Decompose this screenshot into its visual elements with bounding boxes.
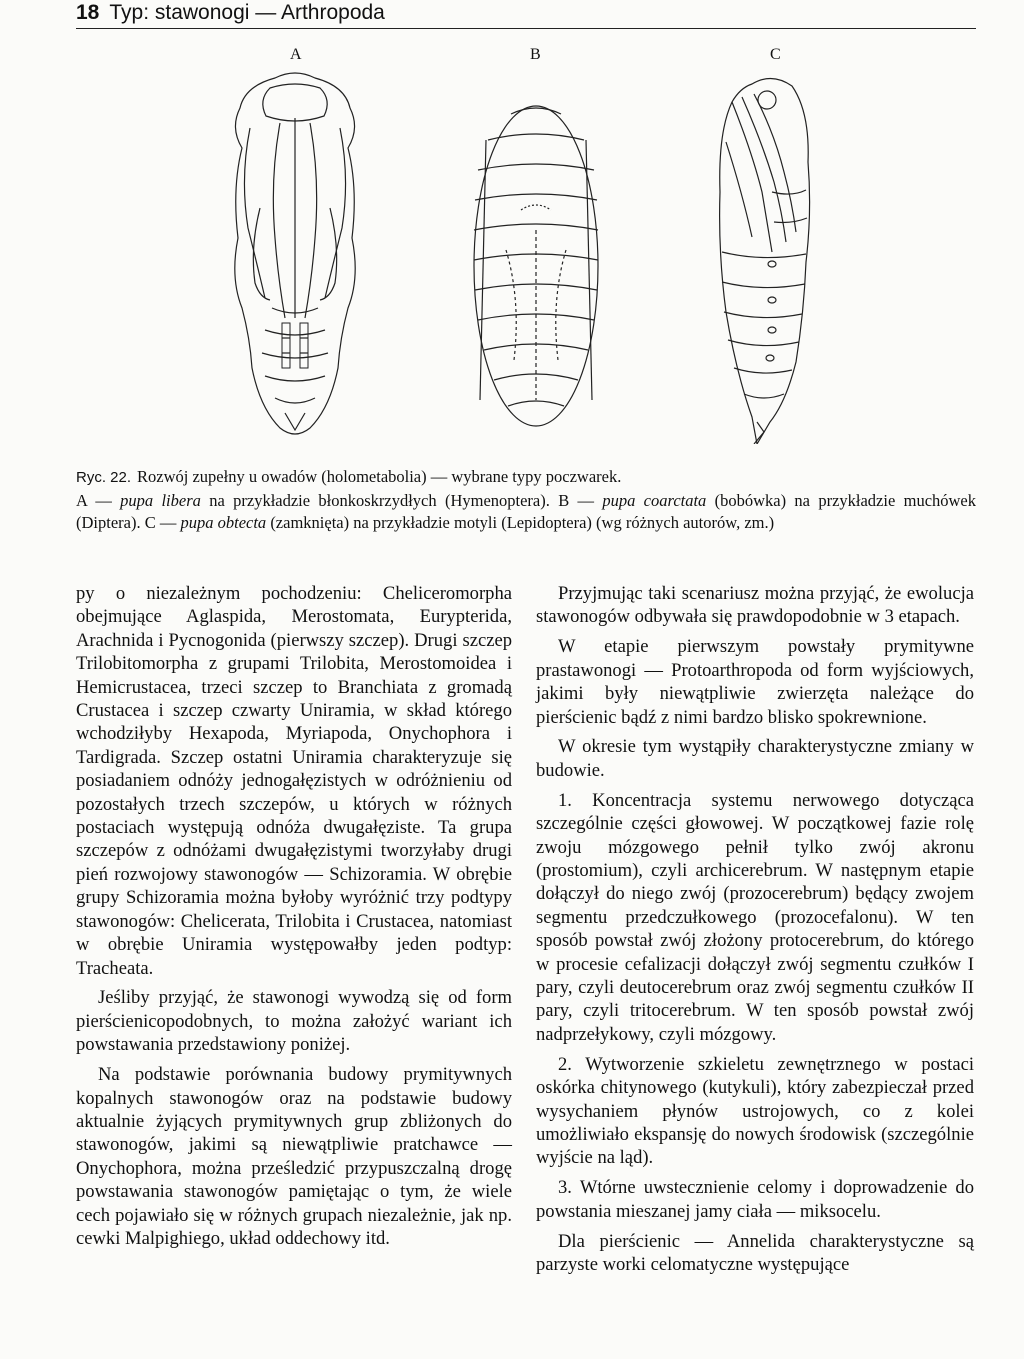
caption-b-term: pupa coarctata bbox=[602, 490, 707, 510]
running-header bbox=[76, 0, 976, 29]
list-item: 1. Koncentracja systemu nerwowego dotycząca szczególnie części głowowej. W początkowej fazie rolę zwoju mózgowego pełnił tylko zwój akronu (prostomium), czyli archicerebrum. W następnym etapie dołączył do niego zwój (prozocerebrum) będący zwojem segmentu przedczułkowego (prozocefalonu). W ten sposób powstał zwój złożony protocerebrum, do którego w procesie cefalizacji dołączył zwój segmentu czułków I pary, czyli deutocerebrum oraz zwój segmentu czułków II pary, czyli tritocerebrum. W ten sposób powstał zwój nadprzełykowy, czyli mózgowy. bbox=[536, 789, 974, 1045]
figure-label-a: A bbox=[290, 46, 302, 63]
caption-c-term: pupa obtecta bbox=[180, 513, 267, 532]
list-item: 2. Wytworzenie szkieletu zewnętrznego w postaci oskórka chitynowego (kutykuli), który zabezpieczał przed wysychaniem płynów ustrojowych, co z kolei umożliwiało ekspansję do nowych środowisk (szczególnie wyjście na ląd). bbox=[536, 1053, 974, 1169]
figure-label-c: C bbox=[770, 46, 781, 63]
left-column bbox=[76, 582, 512, 1257]
paragraph: Na podstawie porównania budowy prymitywnych kopalnych stawonogów oraz na podstawie budowy aktualnie żyjących prymitywnych grup zbliżonych do stawonogów, jakimi są niewątpliwie pratchawce — Onychophora, można prześledzić przypuszczalną drogę powstawania stawonogów pamiętając o tym, że wiele cech pojawiało się w różnych grupach niezależnie, jak np. cewki Malpighiego, układ oddechowy itd. bbox=[76, 1064, 512, 1249]
caption-a-term: pupa libera bbox=[120, 490, 201, 510]
caption-label: Ryc. 22. bbox=[76, 469, 132, 486]
caption-a-prefix: A — bbox=[76, 490, 121, 510]
page-number: 18 bbox=[76, 1, 100, 24]
pupa-libera-illustration bbox=[220, 68, 370, 440]
caption-line1: Rozwój zupełny u owadów (holometabolia) — wybrane typy poczwarek. bbox=[137, 467, 622, 486]
paragraph: Dla pierścienic — Annelida charakterystyczne są parzyste worki celomatyczne występujące bbox=[536, 1230, 974, 1275]
paragraph: Przyjmując taki scenariusz można przyjąć, że ewolucja stawonogów odbywała się prawdopodobnie w 3 etapach. bbox=[536, 583, 974, 628]
caption-c-text: (zamknięta) na przykładzie motyli (Lepidoptera) (wg różnych autorów, zm.) bbox=[266, 513, 775, 532]
running-title: Typ: stawonogi — Arthropoda bbox=[109, 1, 385, 24]
paragraph: W etapie pierwszym powstały prymitywne prastawonogi — Protoarthropoda od form wyjściowych, jakimi były niewątpliwie zwierzęta należące do pierścienic bądź z nimi bardzo blisko spokrewnione. bbox=[536, 636, 974, 728]
pupa-obtecta-illustration bbox=[712, 72, 822, 444]
caption-b-prefix: B — bbox=[558, 490, 603, 510]
caption-a-text: na przykładzie błonkoskrzydłych (Hymenoptera). bbox=[200, 490, 559, 510]
pupa-coarctata-illustration bbox=[466, 100, 606, 432]
list-item: 3. Wtórne uwstecznienie celomy i doprowadzenie do powstania mieszanej jamy ciała — miksocelu. bbox=[536, 1177, 974, 1222]
caption-b-text: (bobówka) na przykładzie muchówek (Diptera). bbox=[76, 490, 977, 532]
paragraph: py o niezależnym pochodzeniu: Cheliceromorpha obejmujące Aglaspida, Merostomata, Eurypterida, Arachnida i Pycnogonida (pierwszy szczep). Drugi szczep Trilobitomorpha z grupami Trilobita, Merostomoidea i Hemicrustacea, trzeci szczep to Branchiata z gromadą Crustacea i szczep czwarty Uniramia, w skład którego wchodziłyby Hexapoda, Myriapoda, Onychophora i Tardigrada. Szczep ostatni Uniramia charakteryzuje się posiadaniem odnóży jednogałęzistych w odróżnieniu od pozostałych trzech szczepów, u których w różnych postaciach występują odnóża dwugałęziste. Ta grupa szczepów z odnóżami dwugałęzistymi tworzyłaby drugi pień rozwojowy stawonogów — Schizoramia. W obrębie grupy Schizoramia można byłoby wyróżnić trzy podtypy stawonogów: Chelicerata, Trilobita i Crustacea, natomiast w obrębie Uniramia występowałby jeden podtyp: Tracheata. bbox=[76, 583, 512, 979]
paragraph: W okresie tym wystąpiły charakterystyczne zmiany w budowie. bbox=[536, 736, 974, 781]
caption-c-prefix: C — bbox=[144, 513, 181, 532]
right-column bbox=[536, 582, 974, 1283]
paragraph: Jeśliby przyjąć, że stawonogi wywodzą się od form pierścienicopodobnych, to można założyć wariant ich powstawania przedstawiony poniżej. bbox=[76, 987, 512, 1056]
figure-caption bbox=[76, 466, 976, 535]
figure-label-b: B bbox=[530, 46, 541, 63]
